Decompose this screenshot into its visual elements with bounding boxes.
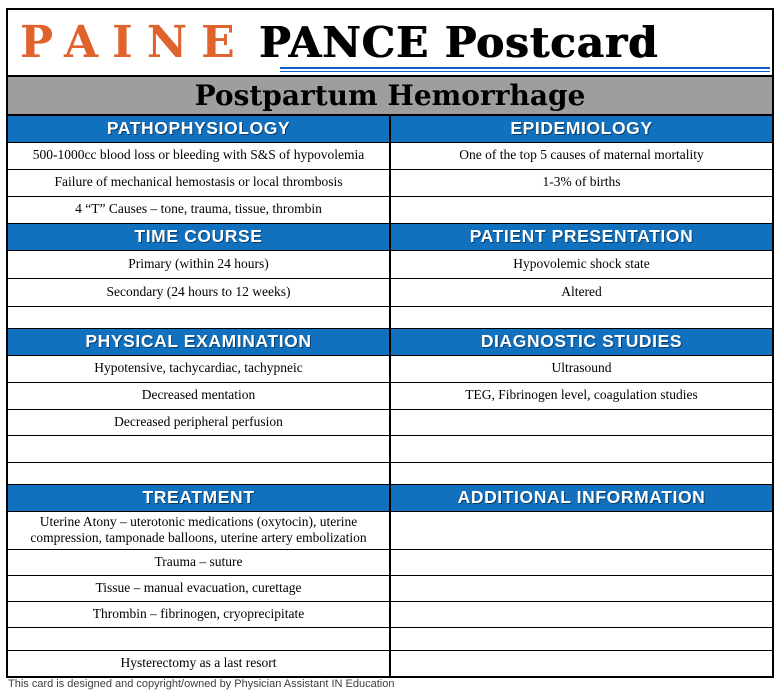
section-header-row [7, 484, 773, 511]
logo-header [6, 8, 774, 77]
table-cell [390, 651, 773, 677]
table-cell [7, 435, 390, 462]
table-cell: Decreased mentation [7, 382, 390, 409]
table-cell: Thrombin – fibrinogen, cryoprecipitate [7, 602, 390, 628]
table-cell: Hypotensive, tachycardiac, tachypneic [7, 355, 390, 382]
table-cell [7, 462, 390, 484]
section-header-row [7, 328, 773, 355]
paine-brand-logo: PAINE [20, 16, 249, 68]
table-cell: 500-1000cc blood loss or bleeding with S&S of hypovolemia [7, 142, 390, 169]
table-row [7, 196, 773, 223]
table-row [7, 550, 773, 576]
section-header-diagnostic-studies: DIAGNOSTIC STUDIES [390, 328, 773, 355]
table-cell: Ultrasound [390, 355, 773, 382]
table-row [7, 462, 773, 484]
table-row [7, 602, 773, 628]
table-row [7, 511, 773, 550]
postcard-card [6, 8, 774, 678]
section-header-epidemiology: EPIDEMIOLOGY [390, 115, 773, 142]
table-row [7, 382, 773, 409]
table-cell: Altered [390, 278, 773, 306]
table-cell [390, 550, 773, 576]
table-cell [7, 628, 390, 651]
table-cell: Hysterectomy as a last resort [7, 651, 390, 677]
section-header-row [7, 115, 773, 142]
footer-copyright-note: This card is designed and copyright/owned by Physician Assistant IN Education [8, 678, 395, 690]
section-header-additional-information: ADDITIONAL INFORMATION [390, 484, 773, 511]
section-header-patient-presentation: PATIENT PRESENTATION [390, 223, 773, 250]
table-row [7, 278, 773, 306]
section-header-time-course: TIME COURSE [7, 223, 390, 250]
table-row [7, 355, 773, 382]
topic-banner [6, 75, 774, 116]
table-cell [390, 306, 773, 328]
double-underline-rule [280, 67, 770, 72]
table-row [7, 169, 773, 196]
table-row [7, 628, 773, 651]
table-cell: 1-3% of births [390, 169, 773, 196]
table-cell: 4 “T” Causes – tone, trauma, tissue, thrombin [7, 196, 390, 223]
table-cell [390, 409, 773, 435]
table-cell [390, 196, 773, 223]
postcard-table [6, 114, 774, 678]
section-header-row [7, 223, 773, 250]
section-header-pathophysiology: PATHOPHYSIOLOGY [7, 115, 390, 142]
table-cell: Decreased peripheral perfusion [7, 409, 390, 435]
table-cell [390, 602, 773, 628]
table-cell [390, 628, 773, 651]
table-cell: Secondary (24 hours to 12 weeks) [7, 278, 390, 306]
table-row [7, 576, 773, 602]
table-cell: Uterine Atony – uterotonic medications (oxytocin), uterine compression, tamponade balloons, uterine artery embolization [7, 511, 390, 550]
table-row [7, 142, 773, 169]
table-row [7, 250, 773, 278]
table-cell: One of the top 5 causes of maternal mortality [390, 142, 773, 169]
table-row [7, 306, 773, 328]
table-cell [390, 511, 773, 550]
section-header-physical-examination: PHYSICAL EXAMINATION [7, 328, 390, 355]
table-row [7, 435, 773, 462]
table-cell [390, 435, 773, 462]
table-row [7, 409, 773, 435]
table-cell: TEG, Fibrinogen level, coagulation studies [390, 382, 773, 409]
table-cell: Tissue – manual evacuation, curettage [7, 576, 390, 602]
topic-title: Postpartum Hemorrhage [194, 78, 586, 112]
table-cell: Trauma – suture [7, 550, 390, 576]
pance-postcard-title: PANCE Postcard [258, 17, 659, 67]
table-row [7, 651, 773, 677]
table-cell [390, 462, 773, 484]
section-header-treatment: TREATMENT [7, 484, 390, 511]
table-cell [390, 576, 773, 602]
table-cell: Failure of mechanical hemostasis or local thrombosis [7, 169, 390, 196]
table-cell [7, 306, 390, 328]
table-cell: Primary (within 24 hours) [7, 250, 390, 278]
table-cell: Hypovolemic shock state [390, 250, 773, 278]
